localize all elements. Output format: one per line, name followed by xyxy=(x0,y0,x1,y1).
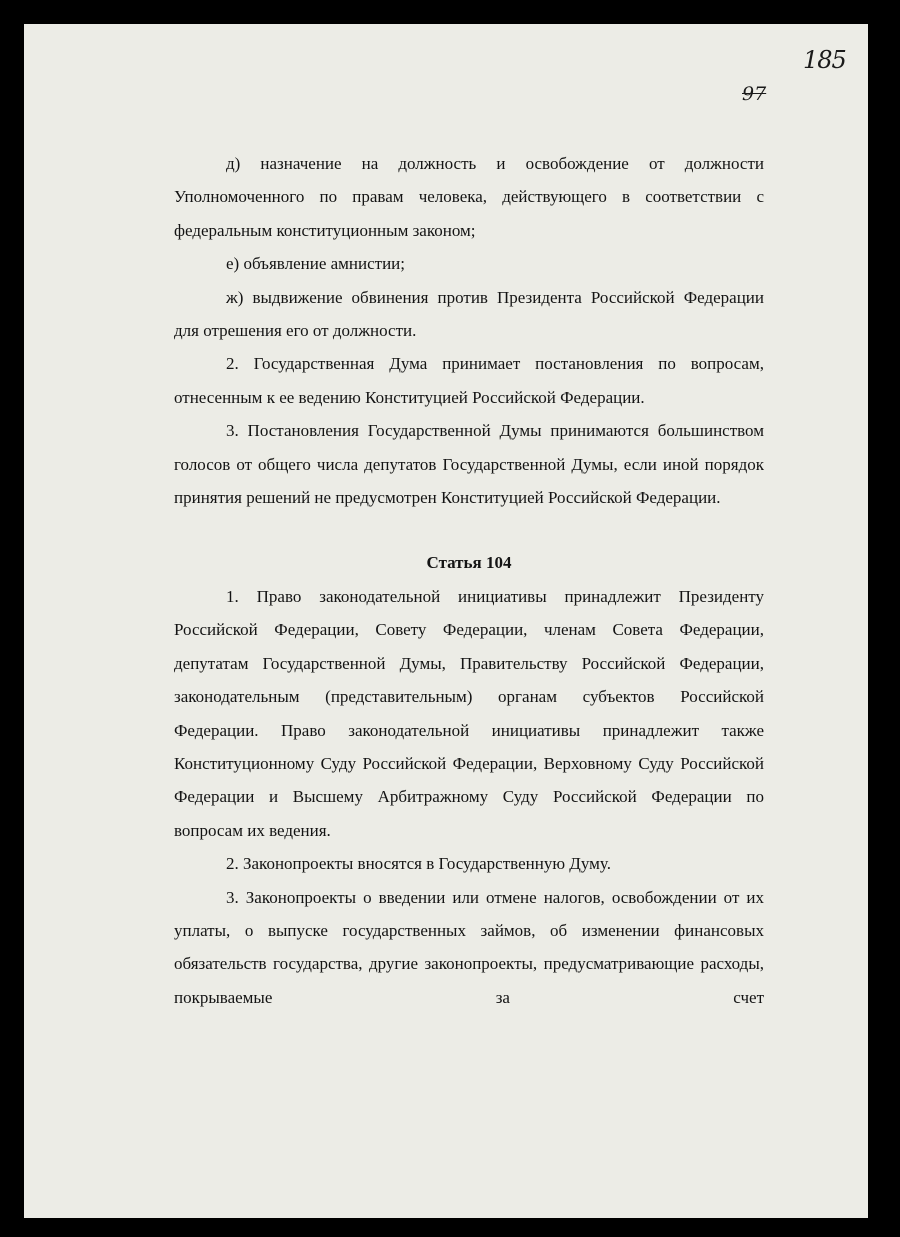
article-paragraph-3: 3. Законопроекты о введении или отмене налогов, освобождении от их уплаты, о выпуске государственных займов, об изменении финансовых обязательств государства, другие законопроекты, предусматривающие расходы, покрываемые за счет xyxy=(174,887,764,1007)
page-number-handwritten: 185 xyxy=(803,46,846,74)
paragraph-item-zh: ж) выдвижение обвинения против Президента Российской Федерации для отрешения его от должности. xyxy=(174,287,764,341)
article-paragraph-1: 1. Право законодательной инициативы принадлежит Президенту Российской Федерации, Совету Федерации, членам Совета Федерации, депутатам Государственной Думы, Правительству Российской Федерации, законодательным (представительным) органам субъектов Российской Федерации. Право законодательной инициативы принадлежит также Конституционному Суду Российской Федерации, Верховному Суду Российской Федерации и Высшему Арбитражному Суду Российской Федерации по вопросам их ведения. xyxy=(174,586,764,840)
paragraph-item-e: е) объявление амнистии; xyxy=(226,254,406,274)
article-paragraph-2: 2. Законопроекты вносятся в Государственную Думу. xyxy=(226,854,611,874)
document-body xyxy=(174,147,764,1014)
paragraph-clause-2: 2. Государственная Дума принимает постановления по вопросам, отнесенным к ее ведению Конституцией Российской Федерации. xyxy=(174,354,764,407)
document-page xyxy=(24,24,868,1218)
section-gap xyxy=(174,514,764,546)
paragraph-clause-3: 3. Постановления Государственной Думы принимаются большинством голосов от общего числа депутатов Государственной Думы, если иной порядок принятия решений не предусмотрен Конституцией Российской Федерации. xyxy=(174,421,764,508)
article-title: Статья 104 xyxy=(426,553,512,573)
page-number-secondary: 97 xyxy=(742,83,767,105)
paragraph-item-d: д) назначение на должность и освобождение от должности Уполномоченного по правам человека, действующего в соответствии с федеральным конституционным законом; xyxy=(174,154,764,240)
